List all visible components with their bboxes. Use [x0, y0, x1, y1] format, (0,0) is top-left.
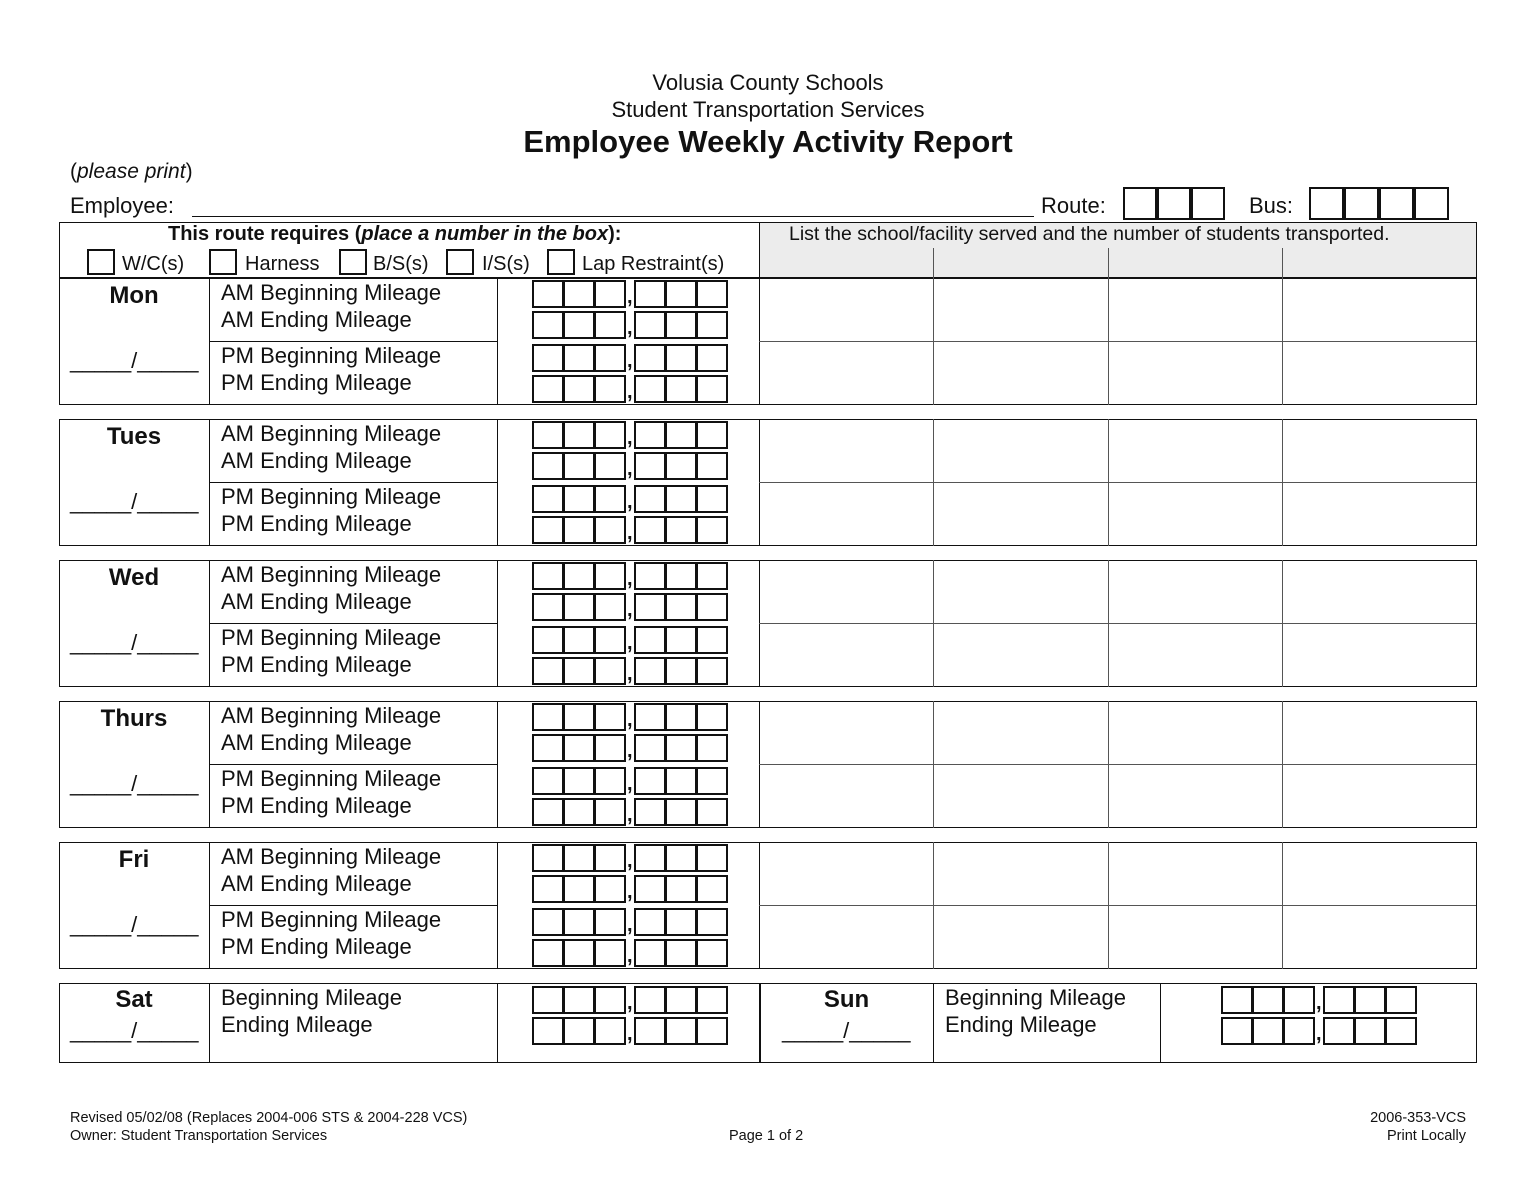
pm-ending-mileage-label: PM Ending Mileage [221, 793, 412, 818]
mileage-digit-box[interactable] [1323, 986, 1355, 1014]
mileage-digit-box[interactable] [696, 734, 728, 762]
thousands-comma: , [627, 568, 633, 590]
mileage-digit-box[interactable] [563, 908, 595, 936]
mileage-digit-box[interactable] [634, 344, 666, 372]
requirement-checkbox[interactable] [209, 249, 237, 275]
mileage-digit-box[interactable] [532, 844, 564, 872]
thousands-comma: , [627, 381, 633, 403]
mileage-digit-box[interactable] [532, 516, 564, 544]
mileage-digit-box[interactable] [563, 375, 595, 403]
mileage-digit-box[interactable] [665, 844, 697, 872]
mileage-digit-box[interactable] [696, 375, 728, 403]
mileage-digit-box[interactable] [532, 375, 564, 403]
route-digit-box[interactable] [1123, 187, 1157, 220]
revision-note: Revised 05/02/08 (Replaces 2004-006 STS & 2004-228 VCS) [70, 1110, 468, 1126]
mileage-digit-box[interactable] [665, 344, 697, 372]
mileage-digit-box[interactable] [532, 452, 564, 480]
bus-digit-box[interactable] [1379, 187, 1414, 220]
mileage-digit-box[interactable] [665, 875, 697, 903]
mileage-digit-box[interactable] [532, 344, 564, 372]
mileage-digit-box[interactable] [634, 562, 666, 590]
mileage-digit-box[interactable] [1283, 1017, 1315, 1045]
mileage-digit-box[interactable] [594, 421, 626, 449]
mileage-digit-box[interactable] [594, 1017, 626, 1045]
thousands-comma: , [627, 945, 633, 967]
mileage-digit-box[interactable] [634, 657, 666, 685]
mileage-digit-box[interactable] [696, 516, 728, 544]
thousands-comma: , [1316, 992, 1322, 1014]
date-blank[interactable]: _____/_____ [70, 771, 199, 796]
page-number: Page 1 of 2 [729, 1128, 804, 1144]
mileage-digit-box[interactable] [563, 452, 595, 480]
mileage-digit-box[interactable] [634, 452, 666, 480]
am-beginning-mileage-label: AM Beginning Mileage [221, 844, 442, 869]
mileage-digit-box[interactable] [696, 452, 728, 480]
department-name: Student Transportation Services [611, 97, 925, 122]
date-blank[interactable]: _____/_____ [70, 489, 199, 514]
mileage-digit-box[interactable] [665, 908, 697, 936]
mileage-digit-box[interactable] [1283, 986, 1315, 1014]
date-blank[interactable]: _____/_____ [70, 348, 199, 373]
day-name: Mon [109, 282, 159, 309]
mileage-digit-box[interactable] [594, 767, 626, 795]
mileage-digit-box[interactable] [634, 593, 666, 621]
mileage-digit-box[interactable] [563, 280, 595, 308]
mileage-digit-box[interactable] [665, 798, 697, 826]
mileage-digit-box[interactable] [532, 908, 564, 936]
mileage-digit-box[interactable] [634, 908, 666, 936]
mileage-digit-box[interactable] [563, 734, 595, 762]
thousands-comma: , [627, 663, 633, 685]
requirement-option-label: Lap Restraint(s) [582, 253, 725, 275]
am-ending-mileage-label: AM Ending Mileage [221, 871, 412, 896]
mileage-digit-box[interactable] [594, 562, 626, 590]
mileage-digit-box[interactable] [696, 798, 728, 826]
ending-mileage-label: Ending Mileage [945, 1012, 1097, 1037]
mileage-digit-box[interactable] [532, 986, 564, 1014]
pm-beginning-mileage-label: PM Beginning Mileage [221, 625, 442, 650]
day-name: Thurs [100, 705, 168, 732]
am-ending-mileage-label: AM Ending Mileage [221, 307, 412, 332]
mileage-digit-box[interactable] [665, 939, 697, 967]
mileage-digit-box[interactable] [634, 1017, 666, 1045]
mileage-digit-box[interactable] [563, 516, 595, 544]
route-digit-box[interactable] [1157, 187, 1191, 220]
mileage-digit-box[interactable] [634, 375, 666, 403]
mileage-digit-box[interactable] [594, 452, 626, 480]
mileage-digit-box[interactable] [634, 311, 666, 339]
mileage-digit-box[interactable] [696, 875, 728, 903]
am-ending-mileage-label: AM Ending Mileage [221, 730, 412, 755]
mileage-digit-box[interactable] [696, 593, 728, 621]
mileage-digit-box[interactable] [634, 844, 666, 872]
bus-digit-box[interactable] [1309, 187, 1344, 220]
mileage-digit-box[interactable] [563, 344, 595, 372]
mileage-digit-box[interactable] [1221, 986, 1253, 1014]
day-name: Tues [106, 423, 162, 450]
mileage-digit-box[interactable] [665, 734, 697, 762]
mileage-digit-box[interactable] [634, 798, 666, 826]
print-note: (please print) [70, 160, 193, 183]
mileage-digit-box[interactable] [696, 485, 728, 513]
pm-ending-mileage-label: PM Ending Mileage [221, 652, 412, 677]
thousands-comma: , [627, 804, 633, 826]
requirements-title: This route requires (place a number in the box): [168, 223, 622, 245]
mileage-digit-box[interactable] [594, 375, 626, 403]
mileage-digit-box[interactable] [532, 734, 564, 762]
mileage-digit-box[interactable] [563, 311, 595, 339]
mileage-digit-box[interactable] [532, 939, 564, 967]
mileage-digit-box[interactable] [634, 875, 666, 903]
mileage-digit-box[interactable] [665, 421, 697, 449]
mileage-digit-box[interactable] [594, 939, 626, 967]
route-label: Route: [1041, 193, 1106, 218]
mileage-digit-box[interactable] [594, 798, 626, 826]
requirement-checkbox[interactable] [339, 249, 367, 275]
mileage-digit-box[interactable] [1385, 986, 1417, 1014]
mileage-digit-box[interactable] [665, 375, 697, 403]
mileage-digit-box[interactable] [563, 421, 595, 449]
mileage-digit-box[interactable] [594, 626, 626, 654]
mileage-digit-box[interactable] [563, 562, 595, 590]
mileage-digit-box[interactable] [532, 657, 564, 685]
mileage-digit-box[interactable] [665, 593, 697, 621]
am-beginning-mileage-label: AM Beginning Mileage [221, 421, 442, 446]
mileage-digit-box[interactable] [532, 311, 564, 339]
mileage-digit-box[interactable] [1385, 1017, 1417, 1045]
mileage-digit-box[interactable] [634, 280, 666, 308]
mileage-digit-box[interactable] [696, 344, 728, 372]
date-blank[interactable]: _____/_____ [70, 630, 199, 655]
mileage-digit-box[interactable] [665, 1017, 697, 1045]
print-note-footer: Print Locally [1387, 1128, 1466, 1144]
thousands-comma: , [627, 709, 633, 731]
mileage-digit-box[interactable] [563, 875, 595, 903]
pm-beginning-mileage-label: PM Beginning Mileage [221, 766, 442, 791]
page-title: Employee Weekly Activity Report [523, 124, 1013, 159]
employee-field[interactable] [192, 216, 1034, 217]
list-header: List the school/facility served and the number of students transported. [789, 223, 1390, 245]
mileage-digit-box[interactable] [563, 986, 595, 1014]
mileage-digit-box[interactable] [532, 703, 564, 731]
mileage-digit-box[interactable] [665, 516, 697, 544]
mileage-digit-box[interactable] [665, 657, 697, 685]
mileage-digit-box[interactable] [665, 767, 697, 795]
mileage-digit-box[interactable] [594, 657, 626, 685]
am-beginning-mileage-label: AM Beginning Mileage [221, 280, 442, 305]
mileage-digit-box[interactable] [563, 767, 595, 795]
mileage-digit-box[interactable] [696, 280, 728, 308]
mileage-digit-box[interactable] [665, 986, 697, 1014]
am-ending-mileage-label: AM Ending Mileage [221, 589, 412, 614]
mileage-digit-box[interactable] [665, 626, 697, 654]
mileage-digit-box[interactable] [532, 562, 564, 590]
mileage-digit-box[interactable] [563, 593, 595, 621]
mileage-digit-box[interactable] [563, 844, 595, 872]
mileage-digit-box[interactable] [696, 421, 728, 449]
route-digit-box[interactable] [1191, 187, 1225, 220]
thousands-comma: , [627, 992, 633, 1014]
date-blank[interactable]: _____/_____ [70, 1018, 199, 1043]
mileage-digit-box[interactable] [634, 939, 666, 967]
mileage-digit-box[interactable] [634, 516, 666, 544]
thousands-comma: , [627, 599, 633, 621]
requirement-checkbox[interactable] [446, 249, 474, 275]
mileage-digit-box[interactable] [594, 908, 626, 936]
thousands-comma: , [627, 632, 633, 654]
mileage-digit-box[interactable] [696, 844, 728, 872]
thousands-comma: , [1316, 1023, 1322, 1045]
mileage-digit-box[interactable] [665, 280, 697, 308]
requirement-option-label: I/S(s) [482, 253, 530, 275]
bus-digit-box[interactable] [1344, 187, 1379, 220]
mileage-digit-box[interactable] [594, 593, 626, 621]
day-name-sat: Sat [115, 986, 153, 1013]
mileage-digit-box[interactable] [594, 344, 626, 372]
mileage-digit-box[interactable] [532, 1017, 564, 1045]
owner-note: Owner: Student Transportation Services [70, 1128, 328, 1144]
day-name-sun: Sun [823, 986, 870, 1013]
mileage-digit-box[interactable] [563, 798, 595, 826]
mileage-digit-box[interactable] [594, 844, 626, 872]
day-name: Wed [108, 564, 160, 591]
thousands-comma: , [627, 850, 633, 872]
mileage-digit-box[interactable] [532, 593, 564, 621]
mileage-digit-box[interactable] [594, 986, 626, 1014]
requirement-option-label: B/S(s) [373, 253, 429, 275]
mileage-digit-box[interactable] [665, 311, 697, 339]
mileage-digit-box[interactable] [563, 626, 595, 654]
mileage-digit-box[interactable] [594, 280, 626, 308]
beginning-mileage-label: Beginning Mileage [221, 985, 403, 1010]
mileage-digit-box[interactable] [594, 311, 626, 339]
pm-beginning-mileage-label: PM Beginning Mileage [221, 343, 442, 368]
mileage-digit-box[interactable] [665, 452, 697, 480]
bus-label: Bus: [1249, 193, 1294, 218]
pm-beginning-mileage-label: PM Beginning Mileage [221, 484, 442, 509]
ending-mileage-label: Ending Mileage [221, 1012, 373, 1037]
mileage-digit-box[interactable] [594, 875, 626, 903]
thousands-comma: , [627, 350, 633, 372]
mileage-digit-box[interactable] [696, 767, 728, 795]
mileage-digit-box[interactable] [634, 485, 666, 513]
employee-label: Employee: [70, 193, 174, 218]
mileage-digit-box[interactable] [532, 798, 564, 826]
mileage-digit-box[interactable] [563, 485, 595, 513]
mileage-digit-box[interactable] [634, 421, 666, 449]
mileage-digit-box[interactable] [634, 986, 666, 1014]
thousands-comma: , [627, 881, 633, 903]
mileage-digit-box[interactable] [696, 939, 728, 967]
mileage-digit-box[interactable] [563, 1017, 595, 1045]
mileage-digit-box[interactable] [696, 657, 728, 685]
mileage-digit-box[interactable] [1252, 1017, 1284, 1045]
mileage-digit-box[interactable] [1354, 986, 1386, 1014]
mileage-digit-box[interactable] [665, 485, 697, 513]
mileage-digit-box[interactable] [696, 908, 728, 936]
requirement-checkbox[interactable] [87, 249, 115, 275]
form-number: 2006-353-VCS [1370, 1110, 1466, 1126]
mileage-digit-box[interactable] [594, 703, 626, 731]
mileage-digit-box[interactable] [532, 875, 564, 903]
requirement-option-label: W/C(s) [122, 253, 185, 275]
mileage-digit-box[interactable] [532, 485, 564, 513]
mileage-digit-box[interactable] [696, 311, 728, 339]
thousands-comma: , [627, 491, 633, 513]
mileage-digit-box[interactable] [1221, 1017, 1253, 1045]
pm-ending-mileage-label: PM Ending Mileage [221, 511, 412, 536]
mileage-digit-box[interactable] [563, 657, 595, 685]
mileage-digit-box[interactable] [1323, 1017, 1355, 1045]
mileage-digit-box[interactable] [665, 562, 697, 590]
mileage-digit-box[interactable] [634, 703, 666, 731]
thousands-comma: , [627, 1023, 633, 1045]
day-name: Fri [118, 846, 150, 873]
beginning-mileage-label: Beginning Mileage [945, 985, 1127, 1010]
mileage-digit-box[interactable] [563, 703, 595, 731]
mileage-digit-box[interactable] [532, 767, 564, 795]
org-name: Volusia County Schools [652, 70, 884, 95]
mileage-digit-box[interactable] [634, 734, 666, 762]
thousands-comma: , [627, 773, 633, 795]
mileage-digit-box[interactable] [594, 734, 626, 762]
mileage-digit-box[interactable] [696, 626, 728, 654]
mileage-digit-box[interactable] [665, 703, 697, 731]
mileage-digit-box[interactable] [532, 626, 564, 654]
mileage-digit-box[interactable] [594, 516, 626, 544]
thousands-comma: , [627, 914, 633, 936]
pm-ending-mileage-label: PM Ending Mileage [221, 370, 412, 395]
thousands-comma: , [627, 317, 633, 339]
date-blank[interactable]: _____/_____ [70, 912, 199, 937]
thousands-comma: , [627, 427, 633, 449]
requirement-option-label: Harness [245, 253, 320, 275]
pm-beginning-mileage-label: PM Beginning Mileage [221, 907, 442, 932]
mileage-digit-box[interactable] [594, 485, 626, 513]
mileage-digit-box[interactable] [696, 703, 728, 731]
thousands-comma: , [627, 286, 633, 308]
mileage-digit-box[interactable] [563, 939, 595, 967]
am-beginning-mileage-label: AM Beginning Mileage [221, 703, 442, 728]
mileage-digit-box[interactable] [532, 421, 564, 449]
date-blank[interactable]: _____/_____ [782, 1018, 911, 1043]
thousands-comma: , [627, 522, 633, 544]
mileage-digit-box[interactable] [696, 1017, 728, 1045]
mileage-digit-box[interactable] [1252, 986, 1284, 1014]
mileage-digit-box[interactable] [1354, 1017, 1386, 1045]
thousands-comma: , [627, 458, 633, 480]
thousands-comma: , [627, 740, 633, 762]
bus-digit-box[interactable] [1414, 187, 1449, 220]
am-ending-mileage-label: AM Ending Mileage [221, 448, 412, 473]
mileage-digit-box[interactable] [696, 562, 728, 590]
mileage-digit-box[interactable] [532, 280, 564, 308]
am-beginning-mileage-label: AM Beginning Mileage [221, 562, 442, 587]
mileage-digit-box[interactable] [634, 626, 666, 654]
pm-ending-mileage-label: PM Ending Mileage [221, 934, 412, 959]
mileage-digit-box[interactable] [634, 767, 666, 795]
mileage-digit-box[interactable] [696, 986, 728, 1014]
requirement-checkbox[interactable] [547, 249, 575, 275]
